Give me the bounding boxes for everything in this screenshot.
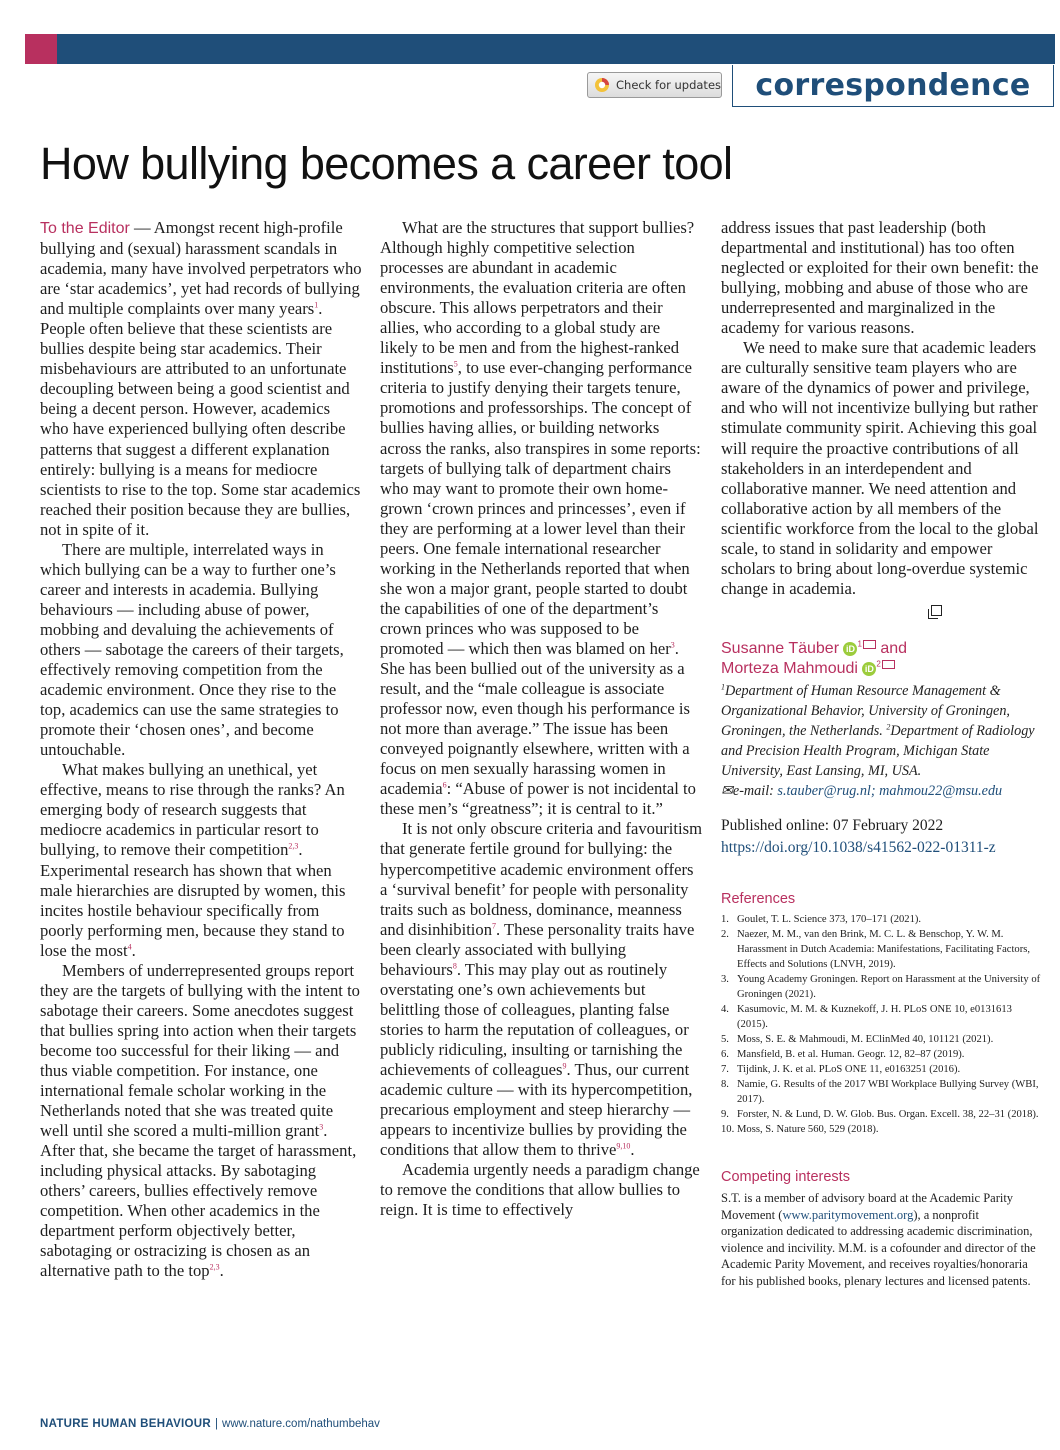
reference-item[interactable]: 5. Moss, S. E. & Mahmoudi, M. EClinMed 40, 101121 (2021).: [721, 1033, 994, 1045]
column-1: [40, 218, 362, 1281]
citation[interactable]: 4: [127, 942, 132, 952]
author-emails[interactable]: s.tauber@rug.nl; mahmou22@msu.edu: [777, 782, 1003, 799]
reference-item[interactable]: 6. Mansfield, B. et al. Human. Geogr. 12, 82–87 (2019).: [721, 1048, 965, 1060]
column-2: [380, 218, 702, 1220]
reference-item[interactable]: 1. Goulet, T. L. Science 373, 170–171 (2021).: [721, 913, 922, 925]
reference-item[interactable]: 2. Naezer, M. M., van den Brink, M. C. L. & Benschop, Y. W. M. Harassment in Dutch Academia: Manifestations, Facilitating Factors, Effects and Solutions (LNVH, 2019).: [721, 928, 1031, 970]
citation[interactable]: 3: [670, 640, 675, 650]
paragraph: What are the structures that support bullies? Although highly competitive selection processes are abundant in academic environments, the evaluation criteria are often obscure. This allows perpetrators and their allies, who according to a global study are likely to be men and from the highest-ranked institutions$^5$, to use ever-changing performance criteria to justify denying their targets tenure, promotions and professorships. The concept of bullies having allies, or building networks across the ranks, also transpires in some reports: targets of bullying talk of department chairs who may want to promote their own home-grown ‘crown princes and princesses’, even if they are performing at a lower level than their peers. One female international researcher working in the Netherlands reported that when she won a major grant, people started to doubt the capabilities of one of the department’s crown princes who was supposed to be promoted — which then was blamed on her$^3$. She has been bullied out of the university as a result, and the “male colleague is associate professor now, even though his performance is not more than average.” The issue has been conveyed poignantly elsewhere, written with a focus on men sexually harassing women in academia$^6$: “Abuse of power is not incidental to these men’s “greatness”; it is central to it.”: [380, 218, 701, 819]
published-date: Published online: 07 February 2022: [721, 816, 944, 834]
references-heading: References: [721, 890, 796, 907]
page-footer: NATURE HUMAN BEHAVIOUR | www.nature.com/nathumbehav: [40, 1418, 380, 1430]
paragraph: Members of underrepresented groups report they are the targets of bullying with the intent to sabotage their careers. Some anecdotes suggest that bullies spring into action when their targets become too successful for their liking — and thus viable competition. For instance, one international female scholar working in the Netherlands noted that she was treated quite well until she scored a multi-million grant$^3$. After that, she became the target of harassment, including physical attacks. By sabotaging others’ careers, bullies effectively remove competition. When other academics in the department perform objectively better, sabotaging or ostracizing is chosen as an alternative path to the top$^{2,3}$.: [40, 960, 360, 1281]
reference-item[interactable]: 4. Kasumovic, M. M. & Kuznekoff, J. H. PLoS ONE 10, e0131613 (2015).: [721, 1003, 1012, 1030]
author-name[interactable]: Susanne Täuber: [721, 639, 840, 657]
reference-item[interactable]: 3. Young Academy Groningen. Report on Harassment at the University of Groningen (2021).: [721, 973, 1041, 1000]
paragraph: There are multiple, interrelated ways in which bullying can be a way to further one’s career and interests in academia. Bullying behaviours — including abuse of power, mobbing and devaluing the achievements of others — sabotage the careers of their targets, effectively removing competition from the academic environment. Once they rise to the top, academics can use the same strategies to promote their ‘chosen ones’, and become untouchable.: [40, 539, 344, 760]
reference-item[interactable]: 7. Tijdink, J. K. et al. PLoS ONE 11, e0163251 (2016).: [721, 1063, 961, 1075]
affiliations: $^1$Department of Human Resource Management & Organizational Behavior, University of Groningen, Groningen, the Netherlands. $^2$Department of Radiology and Precision Health Program, Michigan State University, East Lansing, MI, USA. ✉e-mail: s.tauber@rug.nl; mahmou22@msu.edu: [721, 682, 1035, 799]
email-icon: ✉: [721, 782, 733, 799]
paragraph: We need to make sure that academic leaders are culturally sensitive team players who are aware of the dynamics of power and privilege, and who will not incentivize bullying but rather stimulate community spirit. Achieving this goal will require the proactive contributions of all stakeholders in an interdependent and collaborative manner. We need attention and collaborative action by all members of the scientific workforce from the local to the global scale, to stand in solidarity and empower scholars to bring about long-overdue systemic change in academia.: [721, 338, 1043, 619]
paragraph: What makes bullying an unethical, yet effective, means to rise through the ranks? An emerging body of research suggests that mediocre academics in particular resort to bullying, to remove their competition$^{2,3}$. Experimental research has shown that when male hierarchies are disrupted by women, this incites hostile behaviour specifically from poorly performing men, because they stand to lose the most$^4$.: [40, 760, 346, 960]
citation[interactable]: 3: [319, 1122, 324, 1132]
journal-name: NATURE HUMAN BEHAVIOUR: [40, 1418, 212, 1430]
section-label: correspondence: [732, 65, 1054, 107]
competing-interests-text: S.T. is a member of advisory board at the Academic Parity Movement (www.paritymovement.org), a nonprofit organization dedicated to addressing academic discrimination, violence and incivility. M.M. is a cofounder and director of the Academic Parity Movement, and receives royalties/honoraria for his published books, plenary lectures and licensed patents.: [721, 1191, 1036, 1288]
citation[interactable]: 9,10: [616, 1141, 631, 1151]
citation[interactable]: 7: [492, 921, 497, 931]
parity-movement-link[interactable]: www.paritymovement.org: [782, 1207, 914, 1222]
reference-item[interactable]: 8. Namie, G. Results of the 2017 WBI Workplace Bullying Survey (WBI, 2017).: [721, 1078, 1039, 1105]
citation[interactable]: 8: [452, 961, 457, 971]
end-of-article-icon: [931, 605, 942, 616]
email-icon[interactable]: [863, 640, 876, 649]
paragraph: address issues that past leadership (both departmental and institutional) has too often neglected or exploited for their own benefit: the bullying, mobbing and abuse of those who are underrepresented and marginalized in the academy for various reasons.: [721, 218, 1039, 338]
competing-interests-heading: Competing interests: [721, 1168, 850, 1185]
lead-in: To the Editor: [40, 220, 130, 237]
paragraph: It is not only obscure criteria and favouritism that generate fertile ground for bullying: the hypercompetitive academic environment offers a ‘survival benefit’ for people with personality traits such as boldness, dominance, meanness and disinhibition$^7$. These personality traits have been clearly associated with bullying behaviours$^8$. This may play out as routinely overstating one’s own achievements but belittling those of colleagues, planting false stories to harm the reputation of colleagues, or publicly ridiculing, insulting or tarnishing the achievements of colleagues$^9$. Thus, our current academic culture — with its hypercompetition, precarious employment and steep hierarchy — appears to incentivize bullies by providing the conditions that allow them to thrive$^{9,10}$.: [380, 819, 702, 1160]
column-3: [721, 218, 1043, 1289]
citation[interactable]: 1: [314, 300, 319, 310]
check-updates-icon: [594, 77, 610, 93]
citation[interactable]: 2,3: [209, 1262, 220, 1272]
author-name[interactable]: Morteza Mahmoudi: [721, 659, 858, 677]
citation[interactable]: 6: [442, 780, 447, 790]
doi-link[interactable]: https://doi.org/10.1038/s41562-022-01311-z: [721, 838, 996, 856]
paragraph: Academia urgently needs a paradigm change to remove the conditions that allow bullies to reign. It is time to effectively: [380, 1160, 700, 1220]
article-title: How bullying becomes a career tool: [40, 138, 733, 189]
check-for-updates-label: Check for updates: [616, 78, 722, 92]
top-bar-accent: [25, 34, 57, 64]
author-list: Susanne Täuber iD $^1$ and Morteza Mahmoudi iD $^2$: [721, 639, 908, 677]
citation[interactable]: 9: [562, 1061, 567, 1071]
reference-item[interactable]: 10. Moss, S. Nature 560, 529 (2018).: [721, 1123, 879, 1135]
orcid-icon[interactable]: iD: [862, 662, 876, 676]
journal-url[interactable]: www.nature.com/nathumbehav: [222, 1418, 380, 1430]
reference-item[interactable]: 9. Forster, N. & Lund, D. W. Glob. Bus. Organ. Excell. 38, 22–31 (2018).: [721, 1108, 1039, 1120]
email-icon[interactable]: [882, 660, 895, 669]
check-for-updates-button[interactable]: [587, 72, 722, 98]
citation[interactable]: 2,3: [288, 841, 299, 851]
reference-list: [721, 912, 1043, 1137]
orcid-icon[interactable]: iD: [843, 642, 857, 656]
citation[interactable]: 5: [453, 359, 458, 369]
journal-top-bar: [25, 34, 1055, 64]
paragraph: To the Editor — Amongst recent high-profile bullying and (sexual) harassment scandals in academia, many have involved perpetrators who are ‘star academics’, yet had records of bullying and multiple complaints over many years$^1$. People often believe that these scientists are bullies despite being star academics. Their misbehaviours are attributed to an unfortunate decoupling between being a good scientist and being a decent person. However, academics who have experienced bullying often describe patterns that suggest a different explanation entirely: bullying is a means for mediocre scientists to rise to the top. Some star academics reached their position because they are bullies, not in spite of it.: [40, 218, 362, 539]
